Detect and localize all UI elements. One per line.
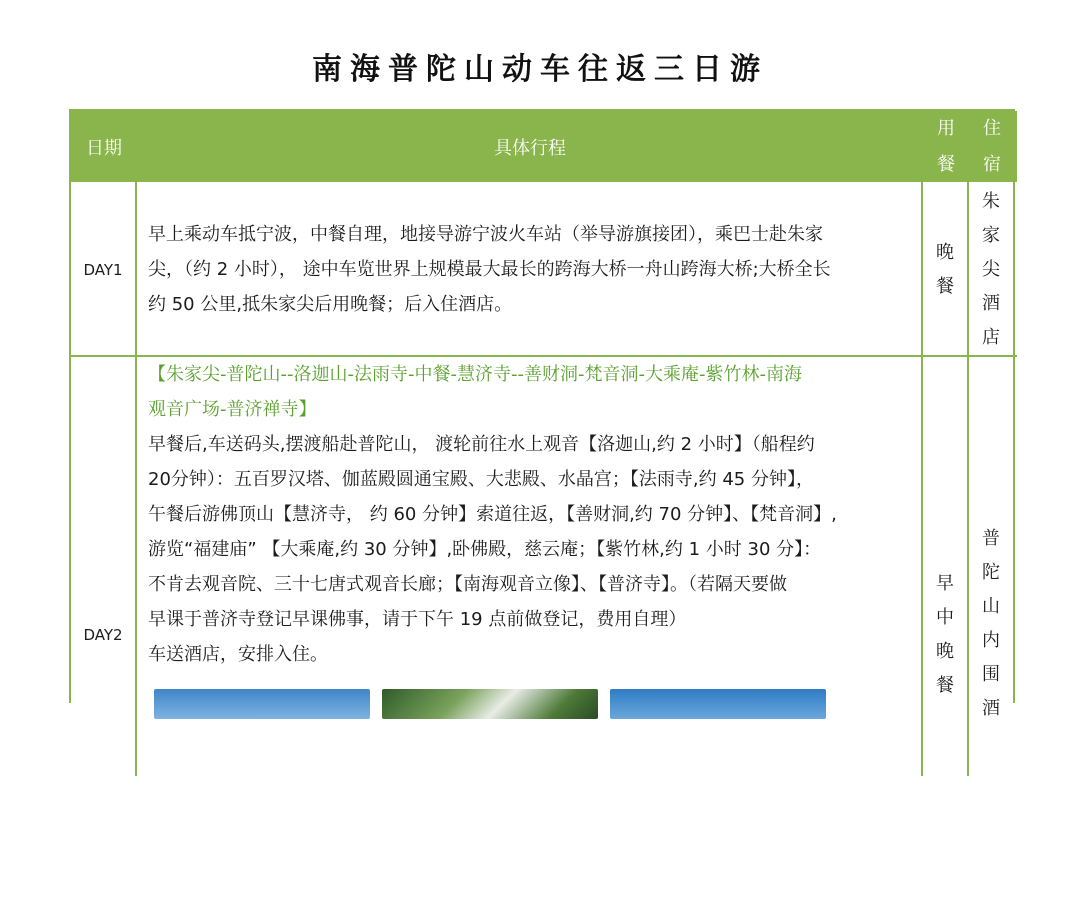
header-meals-char: 餐	[937, 153, 955, 175]
day-label: DAY2	[83, 626, 123, 644]
hotel-char: 普	[982, 528, 1000, 549]
itinerary-line: 约 50 公里,抵朱家尖后用晚餐；后入住酒店。	[148, 294, 513, 315]
meals-cell	[923, 567, 967, 703]
meals-char: 餐	[936, 275, 954, 297]
hotel-char: 内	[982, 630, 1000, 651]
route-highlight: 【朱家尖-普陀山--洛迦山-法雨寺-中餐-慧济寺--善财洞-梵音洞-大乘庵-紫竹林-南海	[148, 364, 802, 385]
header-hotel-char: 宿	[983, 153, 1001, 175]
itinerary-text	[137, 217, 921, 322]
header-meals-char: 用	[937, 117, 955, 139]
itinerary-line: 早上乘动车抵宁波，中餐自理，地接导游宁波火车站（举导游旗接团），乘巴士赴朱家	[148, 224, 823, 245]
route-highlight: 观音广场-普济禅寺】	[148, 399, 317, 420]
meals-char: 中	[936, 607, 954, 628]
itinerary-line: 不肯去观音院、三十七唐式观音长廊；【南海观音立像】、【普济寺】。（若隔天要做	[148, 574, 787, 595]
meals-char: 早	[936, 573, 954, 594]
itinerary-line: 游览“福建庙” 【大乘庵,约 30 分钟】,卧佛殿，慈云庵；【紫竹林,约 1 小时 30 分】：	[148, 539, 822, 560]
hotel-char: 店	[982, 326, 1000, 348]
itinerary-line: 车送酒店，安排入住。	[148, 644, 328, 665]
hotel-char: 陀	[982, 562, 1000, 583]
hotel-char: 酒	[982, 292, 1000, 314]
meals-char: 餐	[936, 675, 954, 696]
page-title: 南海普陀山动车往返三日游	[312, 52, 768, 87]
table-row-day1	[71, 184, 1017, 355]
tree-photo	[382, 689, 598, 719]
itinerary-text	[137, 357, 921, 672]
header-meals	[923, 111, 969, 182]
table-header	[71, 111, 1017, 182]
itinerary-line: 尖，（约 2 小时）， 途中车览世界上规模最大最长的跨海大桥一舟山跨海大桥;大桥全长	[148, 259, 831, 280]
sea-photo	[154, 689, 370, 719]
header-hotel-char: 住	[983, 117, 1001, 139]
meals-char: 晚	[936, 641, 954, 662]
itinerary-line: 早课于普济寺登记早课佛事，请于下午 19 点前做登记，费用自理）	[148, 609, 687, 630]
header-hotel	[969, 111, 1015, 182]
meals-char: 晚	[936, 241, 954, 263]
table-row-day2	[71, 357, 1017, 719]
hotel-char: 朱	[982, 190, 1000, 212]
meals-cell	[923, 184, 967, 355]
hotel-cell	[969, 184, 1013, 355]
itinerary-line: 早餐后,车送码头,摆渡船赴普陀山， 渡轮前往水上观音【洛迦山,约 2 小时】（船程约	[148, 434, 815, 455]
header-date: 日期	[86, 137, 122, 159]
hotel-char: 家	[982, 224, 1000, 246]
hotel-char: 酒	[982, 698, 1000, 719]
itinerary-line: 午餐后游佛顶山【慧济寺， 约 60 分钟】索道往返，【善财洞,约 70 分钟】、【梵音洞】,	[148, 504, 837, 525]
itinerary-table	[69, 109, 1015, 719]
header-itinerary: 具体行程	[494, 137, 566, 159]
hotel-cell	[969, 522, 1013, 726]
day-label: DAY1	[83, 260, 123, 279]
itinerary-line: 20分钟）：五百罗汉塔、伽蓝殿圆通宝殿、大悲殿、水晶宫；【法雨寺,约 45 分钟】，	[148, 469, 814, 490]
hotel-char: 围	[982, 664, 1000, 685]
hotel-char: 尖	[982, 258, 1000, 280]
sky-photo	[610, 689, 826, 719]
hotel-char: 山	[982, 596, 1000, 617]
